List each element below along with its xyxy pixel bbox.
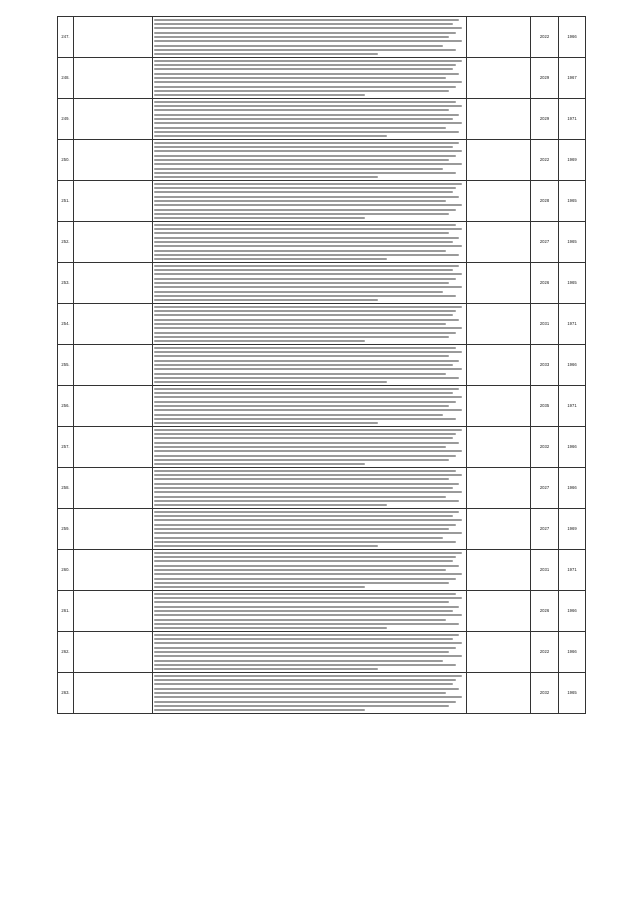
work-description-cell <box>153 263 467 304</box>
work-description-cell <box>153 181 467 222</box>
text-line <box>154 347 456 349</box>
text-line <box>154 455 456 457</box>
cadastral-number-cell <box>467 632 531 673</box>
text-line <box>154 500 459 502</box>
text-line <box>154 405 449 407</box>
row-number: 249. <box>58 99 74 140</box>
text-line <box>154 23 453 25</box>
text-line <box>154 204 462 206</box>
text-line <box>154 176 378 178</box>
text-line <box>154 258 387 260</box>
text-line <box>154 660 443 662</box>
cadastral-number-cell <box>467 140 531 181</box>
table-row <box>58 673 586 714</box>
text-line <box>154 450 462 452</box>
row-number: 252. <box>58 222 74 263</box>
planned-year-cell: 2031 <box>531 304 559 345</box>
text-line <box>154 418 456 420</box>
cadastral-number-cell <box>467 386 531 427</box>
text-line <box>154 647 456 649</box>
work-description-cell <box>153 99 467 140</box>
work-text-lines <box>154 387 465 426</box>
work-text-lines <box>154 141 465 180</box>
text-line <box>154 627 387 629</box>
text-line <box>154 250 446 252</box>
work-description-cell <box>153 17 467 58</box>
work-text-lines <box>154 264 465 303</box>
text-line <box>154 381 387 383</box>
text-line <box>154 90 449 92</box>
text-line <box>154 228 462 230</box>
cadastral-number-cell <box>467 345 531 386</box>
text-line <box>154 155 456 157</box>
row-number: 261. <box>58 591 74 632</box>
text-line <box>154 675 462 677</box>
text-line <box>154 327 462 329</box>
planned-year-cell: 2022 <box>531 140 559 181</box>
row-number: 253. <box>58 263 74 304</box>
work-text-lines <box>154 59 465 98</box>
text-line <box>154 474 462 476</box>
text-line <box>154 114 459 116</box>
address-cell <box>74 550 153 591</box>
row-number: 262. <box>58 632 74 673</box>
planned-year-cell: 2027 <box>531 509 559 550</box>
row-number: 255. <box>58 345 74 386</box>
work-description-cell <box>153 427 467 468</box>
text-line <box>154 519 462 521</box>
table-row <box>58 17 586 58</box>
text-line <box>154 655 462 657</box>
text-line <box>154 127 446 129</box>
work-description-cell <box>153 632 467 673</box>
text-line <box>154 642 462 644</box>
row-number: 257. <box>58 427 74 468</box>
text-line <box>154 364 453 366</box>
work-text-lines <box>154 182 465 221</box>
planned-year-cell: 2029 <box>531 58 559 99</box>
planned-year-cell: 2028 <box>531 181 559 222</box>
table-row <box>58 58 586 99</box>
build-year-cell: 1971 <box>559 304 586 345</box>
text-line <box>154 634 459 636</box>
address-cell <box>74 386 153 427</box>
text-line <box>154 373 446 375</box>
work-text-lines <box>154 346 465 385</box>
cadastral-number-cell <box>467 550 531 591</box>
text-line <box>154 470 456 472</box>
text-line <box>154 638 453 640</box>
text-line <box>154 409 462 411</box>
text-line <box>154 19 459 21</box>
cadastral-number-cell <box>467 181 531 222</box>
text-line <box>154 578 456 580</box>
work-description-cell <box>153 550 467 591</box>
build-year-cell: 1965 <box>559 673 586 714</box>
planned-year-cell: 2029 <box>531 99 559 140</box>
build-year-cell: 1966 <box>559 17 586 58</box>
address-cell <box>74 673 153 714</box>
row-number: 256. <box>58 386 74 427</box>
text-line <box>154 27 462 29</box>
text-line <box>154 77 446 79</box>
text-line <box>154 278 456 280</box>
cadastral-number-cell <box>467 468 531 509</box>
text-line <box>154 105 462 107</box>
text-line <box>154 254 459 256</box>
work-text-lines <box>154 510 465 549</box>
table-row <box>58 222 586 263</box>
text-line <box>154 168 443 170</box>
text-line <box>154 282 449 284</box>
cadastral-number-cell <box>467 509 531 550</box>
work-description-cell <box>153 509 467 550</box>
row-number: 247. <box>58 17 74 58</box>
build-year-cell: 1967 <box>559 58 586 99</box>
work-text-lines <box>154 551 465 590</box>
build-year-cell: 1965 <box>559 222 586 263</box>
cadastral-number-cell <box>467 427 531 468</box>
planned-year-cell: 2022 <box>531 632 559 673</box>
text-line <box>154 560 453 562</box>
text-line <box>154 196 459 198</box>
text-line <box>154 368 462 370</box>
cadastral-number-cell <box>467 591 531 632</box>
work-description-cell <box>153 591 467 632</box>
text-line <box>154 709 365 711</box>
build-year-cell: 1966 <box>559 468 586 509</box>
planned-year-cell: 2027 <box>531 468 559 509</box>
table-row <box>58 468 586 509</box>
text-line <box>154 614 462 616</box>
table-row <box>58 140 586 181</box>
text-line <box>154 442 459 444</box>
text-line <box>154 68 453 70</box>
text-line <box>154 81 462 83</box>
text-line <box>154 565 459 567</box>
address-cell <box>74 509 153 550</box>
text-line <box>154 388 459 390</box>
text-line <box>154 692 446 694</box>
text-line <box>154 86 456 88</box>
text-line <box>154 515 453 517</box>
text-line <box>154 504 387 506</box>
text-line <box>154 53 378 55</box>
text-line <box>154 183 462 185</box>
table-row <box>58 386 586 427</box>
build-year-cell: 1969 <box>559 509 586 550</box>
text-line <box>154 360 459 362</box>
text-line <box>154 355 449 357</box>
text-line <box>154 191 453 193</box>
text-line <box>154 597 462 599</box>
planned-year-cell: 2035 <box>531 386 559 427</box>
text-line <box>154 273 462 275</box>
work-text-lines <box>154 223 465 262</box>
text-line <box>154 569 446 571</box>
cadastral-number-cell <box>467 17 531 58</box>
work-text-lines <box>154 305 465 344</box>
text-line <box>154 306 462 308</box>
text-line <box>154 524 456 526</box>
planned-year-cell: 2026 <box>531 591 559 632</box>
text-line <box>154 159 449 161</box>
work-description-cell <box>153 468 467 509</box>
text-line <box>154 401 456 403</box>
address-cell <box>74 263 153 304</box>
text-line <box>154 377 459 379</box>
text-line <box>154 556 456 558</box>
text-line <box>154 545 378 547</box>
text-line <box>154 414 443 416</box>
text-line <box>154 491 462 493</box>
text-line <box>154 573 462 575</box>
text-line <box>154 319 459 321</box>
text-line <box>154 265 459 267</box>
text-line <box>154 323 446 325</box>
work-description-cell <box>153 140 467 181</box>
text-line <box>154 496 446 498</box>
text-line <box>154 433 456 435</box>
row-number: 258. <box>58 468 74 509</box>
text-line <box>154 511 459 513</box>
text-line <box>154 679 456 681</box>
build-year-cell: 1966 <box>559 632 586 673</box>
text-line <box>154 217 365 219</box>
text-line <box>154 528 449 530</box>
table-row <box>58 263 586 304</box>
cadastral-number-cell <box>467 99 531 140</box>
text-line <box>154 532 462 534</box>
text-line <box>154 336 449 338</box>
work-text-lines <box>154 469 465 508</box>
table-row <box>58 591 586 632</box>
text-line <box>154 619 446 621</box>
work-description-cell <box>153 386 467 427</box>
text-line <box>154 146 453 148</box>
text-line <box>154 610 453 612</box>
text-line <box>154 651 449 653</box>
build-year-cell: 1965 <box>559 263 586 304</box>
text-line <box>154 683 453 685</box>
text-line <box>154 459 449 461</box>
text-line <box>154 351 462 353</box>
text-line <box>154 209 456 211</box>
text-line <box>154 109 449 111</box>
build-year-cell: 1971 <box>559 550 586 591</box>
text-line <box>154 286 462 288</box>
address-cell <box>74 140 153 181</box>
work-text-lines <box>154 674 465 713</box>
text-line <box>154 664 456 666</box>
work-text-lines <box>154 428 465 467</box>
text-line <box>154 122 462 124</box>
text-line <box>154 705 449 707</box>
address-cell <box>74 345 153 386</box>
register-table <box>57 16 586 714</box>
text-line <box>154 668 378 670</box>
planned-year-cell: 2026 <box>531 263 559 304</box>
text-line <box>154 131 459 133</box>
build-year-cell: 1966 <box>559 345 586 386</box>
text-line <box>154 40 462 42</box>
address-cell <box>74 591 153 632</box>
text-line <box>154 606 459 608</box>
text-line <box>154 332 456 334</box>
text-line <box>154 586 365 588</box>
table-row <box>58 99 586 140</box>
text-line <box>154 541 456 543</box>
text-line <box>154 396 462 398</box>
table-row <box>58 509 586 550</box>
text-line <box>154 163 462 165</box>
table-row <box>58 345 586 386</box>
text-line <box>154 101 456 103</box>
address-cell <box>74 304 153 345</box>
text-line <box>154 696 462 698</box>
text-line <box>154 429 462 431</box>
address-cell <box>74 468 153 509</box>
text-line <box>154 73 459 75</box>
cadastral-number-cell <box>467 263 531 304</box>
address-cell <box>74 58 153 99</box>
text-line <box>154 172 456 174</box>
text-line <box>154 310 456 312</box>
text-line <box>154 446 446 448</box>
address-cell <box>74 99 153 140</box>
planned-year-cell: 2032 <box>531 673 559 714</box>
address-cell <box>74 632 153 673</box>
build-year-cell: 1971 <box>559 99 586 140</box>
work-description-cell <box>153 58 467 99</box>
text-line <box>154 200 446 202</box>
text-line <box>154 291 443 293</box>
row-number: 254. <box>58 304 74 345</box>
text-line <box>154 237 459 239</box>
text-line <box>154 150 462 152</box>
text-line <box>154 142 459 144</box>
text-line <box>154 187 456 189</box>
text-line <box>154 60 462 62</box>
text-line <box>154 582 449 584</box>
text-line <box>154 45 443 47</box>
cadastral-number-cell <box>467 222 531 263</box>
address-cell <box>74 427 153 468</box>
address-cell <box>74 181 153 222</box>
text-line <box>154 314 453 316</box>
text-line <box>154 340 365 342</box>
address-cell <box>74 17 153 58</box>
cadastral-number-cell <box>467 304 531 345</box>
text-line <box>154 269 453 271</box>
build-year-cell: 1966 <box>559 591 586 632</box>
text-line <box>154 601 449 603</box>
address-cell <box>74 222 153 263</box>
text-line <box>154 245 462 247</box>
text-line <box>154 32 456 34</box>
register-table-body <box>58 17 586 714</box>
build-year-cell: 1971 <box>559 386 586 427</box>
table-row <box>58 550 586 591</box>
cadastral-number-cell <box>467 58 531 99</box>
text-line <box>154 299 378 301</box>
work-text-lines <box>154 633 465 672</box>
table-row <box>58 632 586 673</box>
build-year-cell: 1965 <box>559 181 586 222</box>
text-line <box>154 392 453 394</box>
text-line <box>154 64 456 66</box>
text-line <box>154 232 449 234</box>
work-description-cell <box>153 345 467 386</box>
table-row <box>58 181 586 222</box>
text-line <box>154 295 456 297</box>
text-line <box>154 437 453 439</box>
text-line <box>154 224 456 226</box>
work-description-cell <box>153 673 467 714</box>
work-description-cell <box>153 304 467 345</box>
row-number: 250. <box>58 140 74 181</box>
text-line <box>154 593 456 595</box>
text-line <box>154 463 365 465</box>
text-line <box>154 483 459 485</box>
table-row <box>58 427 586 468</box>
build-year-cell: 1969 <box>559 140 586 181</box>
work-description-cell <box>153 222 467 263</box>
planned-year-cell: 2027 <box>531 222 559 263</box>
planned-year-cell: 2033 <box>531 345 559 386</box>
text-line <box>154 49 456 51</box>
row-number: 259. <box>58 509 74 550</box>
text-line <box>154 537 443 539</box>
text-line <box>154 135 387 137</box>
row-number: 248. <box>58 58 74 99</box>
work-text-lines <box>154 592 465 631</box>
text-line <box>154 241 453 243</box>
row-number: 260. <box>58 550 74 591</box>
build-year-cell: 1966 <box>559 427 586 468</box>
text-line <box>154 94 365 96</box>
text-line <box>154 623 459 625</box>
text-line <box>154 552 462 554</box>
text-line <box>154 487 453 489</box>
text-line <box>154 478 449 480</box>
work-text-lines <box>154 100 465 139</box>
text-line <box>154 701 456 703</box>
text-line <box>154 422 378 424</box>
text-line <box>154 688 459 690</box>
row-number: 263. <box>58 673 74 714</box>
cadastral-number-cell <box>467 673 531 714</box>
planned-year-cell: 2022 <box>531 17 559 58</box>
text-line <box>154 118 453 120</box>
text-line <box>154 36 449 38</box>
table-row <box>58 304 586 345</box>
row-number: 251. <box>58 181 74 222</box>
planned-year-cell: 2031 <box>531 550 559 591</box>
work-text-lines <box>154 18 465 57</box>
text-line <box>154 213 449 215</box>
planned-year-cell: 2032 <box>531 427 559 468</box>
